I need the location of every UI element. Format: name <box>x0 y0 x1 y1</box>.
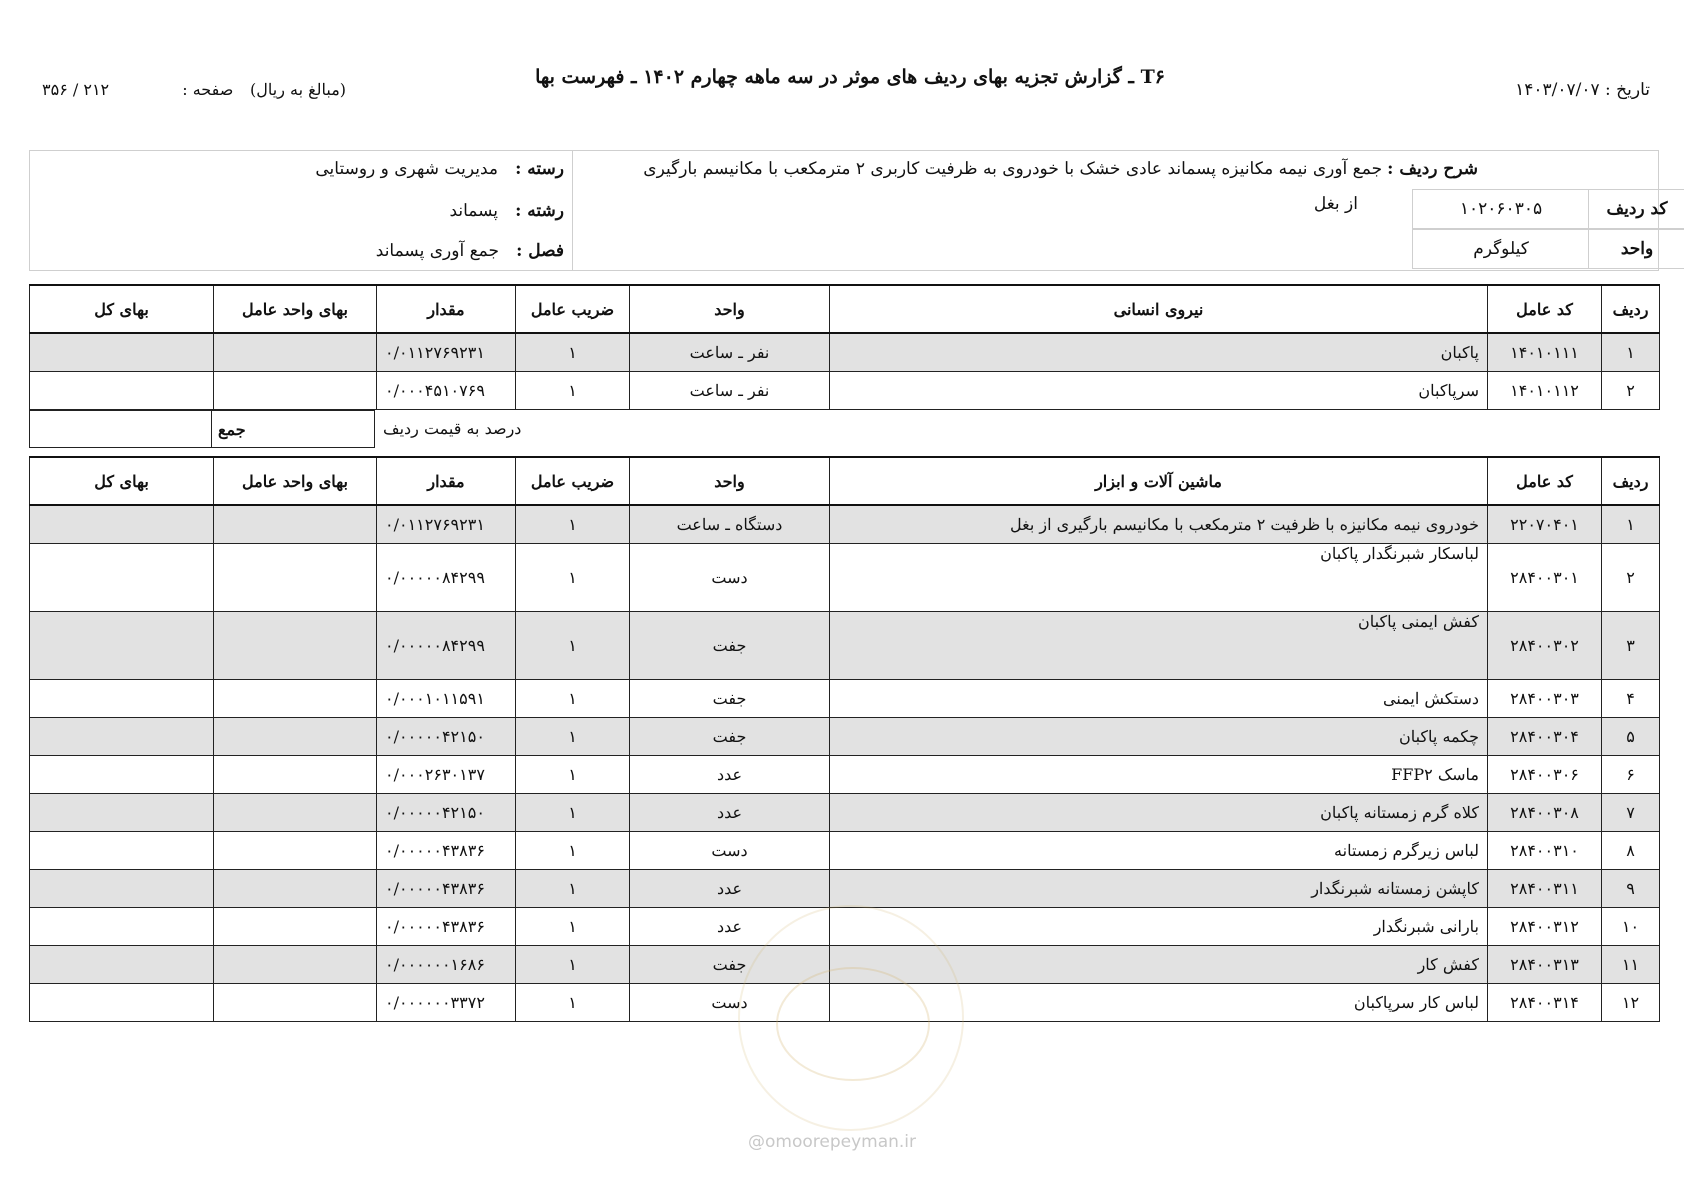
col-coef: ضریب عامل <box>516 285 630 333</box>
factor-qty: ۰/۰۰۰۰۰۸۴۲۹۹ <box>377 611 516 679</box>
table-row <box>30 505 1660 543</box>
col-unit-price: بهای واحد عامل <box>214 457 377 505</box>
table-row <box>30 831 1660 869</box>
factor-qty: ۰/۰۰۰۰۰۴۳۸۳۶ <box>377 907 516 945</box>
factor-name: کاپشن زمستانه شبرنگدار <box>830 869 1488 907</box>
factor-coef: ۱ <box>516 333 630 371</box>
factor-coef: ۱ <box>516 983 630 1021</box>
factor-coef: ۱ <box>516 717 630 755</box>
factor-unit-price <box>214 333 377 371</box>
factor-total <box>30 869 214 907</box>
col-unit: واحد <box>630 457 830 505</box>
chapter <box>376 241 564 261</box>
factor-total <box>30 831 214 869</box>
report-date <box>1515 80 1650 100</box>
category-value: مدیریت شهری و روستایی <box>315 159 498 179</box>
date-value: ۱۴۰۳/۰۷/۰۷ <box>1515 80 1600 100</box>
report-title: T۶ ـ گزارش تجزیه بهای ردیف های موثر در سه ماهه چهارم ۱۴۰۲ ـ فهرست بها <box>535 66 1165 88</box>
factor-qty: ۰/۰۰۰۱۰۱۱۵۹۱ <box>377 679 516 717</box>
factor-unit: عدد <box>630 793 830 831</box>
factor-total <box>30 945 214 983</box>
watermark-url: @omoorepeyman.ir <box>748 1132 917 1152</box>
factor-unit: نفر ـ ساعت <box>630 371 830 409</box>
factor-unit: دستگاه ـ ساعت <box>630 505 830 543</box>
factor-name: ماسک FFP۲ <box>830 755 1488 793</box>
factor-name: کفش ایمنی پاکبان <box>830 611 1488 679</box>
labor-summary-row <box>29 410 1659 448</box>
col-unit-price: بهای واحد عامل <box>214 285 377 333</box>
field-label: رشته : <box>515 201 564 221</box>
factor-code: ۲۲۰۷۰۴۰۱ <box>1488 505 1602 543</box>
item-info-box <box>29 150 1668 271</box>
factor-code: ۱۴۰۱۰۱۱۲ <box>1488 371 1602 409</box>
row-number: ۱ <box>1602 333 1660 371</box>
factor-coef: ۱ <box>516 371 630 409</box>
factor-unit: جفت <box>630 679 830 717</box>
row-number: ۳ <box>1602 611 1660 679</box>
col-total: بهای کل <box>30 457 214 505</box>
col-code: کد عامل <box>1488 457 1602 505</box>
amount-note: (مبالغ به ریال) <box>250 80 347 99</box>
col-qty: مقدار <box>377 285 516 333</box>
factor-code: ۲۸۴۰۰۳۰۴ <box>1488 717 1602 755</box>
factor-qty: ۰/۰۰۰۰۰۸۴۲۹۹ <box>377 543 516 611</box>
row-number: ۷ <box>1602 793 1660 831</box>
col-name: نیروی انسانی <box>830 285 1488 333</box>
category <box>315 159 564 179</box>
factor-unit-price <box>214 831 377 869</box>
factor-coef: ۱ <box>516 831 630 869</box>
factor-coef: ۱ <box>516 611 630 679</box>
table-row <box>30 679 1660 717</box>
factor-unit: جفت <box>630 717 830 755</box>
factor-qty: ۰/۰۰۰۰۰۴۲۱۵۰ <box>377 793 516 831</box>
row-number: ۹ <box>1602 869 1660 907</box>
description <box>643 159 1478 179</box>
factor-unit: دست <box>630 543 830 611</box>
factor-unit: دست <box>630 831 830 869</box>
factor-total <box>30 717 214 755</box>
factor-unit-price <box>214 505 377 543</box>
factor-coef: ۱ <box>516 679 630 717</box>
col-total: بهای کل <box>30 285 214 333</box>
factor-qty: ۰/۰۰۰۴۵۱۰۷۶۹ <box>377 371 516 409</box>
chapter-label: فصل : <box>516 241 564 261</box>
info-divider <box>572 151 573 270</box>
factor-total <box>30 611 214 679</box>
factor-unit-price <box>214 907 377 945</box>
factor-total <box>30 793 214 831</box>
row-number: ۱ <box>1602 505 1660 543</box>
factor-unit: نفر ـ ساعت <box>630 333 830 371</box>
factor-code: ۲۸۴۰۰۳۰۱ <box>1488 543 1602 611</box>
factor-coef: ۱ <box>516 869 630 907</box>
factor-unit: دست <box>630 983 830 1021</box>
factor-unit-price <box>214 543 377 611</box>
row-number: ۴ <box>1602 679 1660 717</box>
sum-label-cell <box>211 410 375 448</box>
percent-label: درصد به قیمت ردیف <box>383 419 522 438</box>
factor-unit: عدد <box>630 907 830 945</box>
factor-total <box>30 505 214 543</box>
factor-unit-price <box>214 793 377 831</box>
labor-header-row <box>30 285 1660 333</box>
factor-name: لباسکار شبرنگدار پاکبان <box>830 543 1488 611</box>
chapter-value: جمع آوری پسماند <box>375 241 499 261</box>
factor-name: سرپاکبان <box>830 371 1488 409</box>
col-code: کد عامل <box>1488 285 1602 333</box>
factor-unit-price <box>214 869 377 907</box>
table-row <box>30 793 1660 831</box>
col-coef: ضریب عامل <box>516 457 630 505</box>
sum-label: جمع <box>218 420 246 439</box>
factor-total <box>30 543 214 611</box>
factor-coef: ۱ <box>516 793 630 831</box>
factor-qty: ۰/۰۱۱۲۷۶۹۲۳۱ <box>377 333 516 371</box>
factor-name: کلاه گرم زمستانه پاکبان <box>830 793 1488 831</box>
factor-unit-price <box>214 755 377 793</box>
description-continuation: از بغل <box>1313 194 1358 214</box>
col-row: ردیف <box>1602 457 1660 505</box>
factor-unit-price <box>214 983 377 1021</box>
description-value: جمع آوری نیمه مکانیزه پسماند عادی خشک با خودروی به ظرفیت کاربری ۲ مترمکعب با مکانیسم بارگیری <box>643 159 1383 179</box>
col-name: ماشین آلات و ابزار <box>830 457 1488 505</box>
row-number: ۱۰ <box>1602 907 1660 945</box>
factor-name: دستکش ایمنی <box>830 679 1488 717</box>
factor-unit: عدد <box>630 755 830 793</box>
row-number: ۵ <box>1602 717 1660 755</box>
factor-total <box>30 755 214 793</box>
page-value: ۲۱۲ / ۳۵۶ <box>42 80 110 99</box>
factor-total <box>30 371 214 409</box>
factor-coef: ۱ <box>516 907 630 945</box>
row-number: ۲ <box>1602 543 1660 611</box>
factor-unit: جفت <box>630 611 830 679</box>
page-label: صفحه : <box>182 80 234 99</box>
factor-code: ۲۸۴۰۰۳۰۸ <box>1488 793 1602 831</box>
factor-name: لباس کار سرپاکبان <box>830 983 1488 1021</box>
factor-coef: ۱ <box>516 945 630 983</box>
table-row <box>30 543 1660 611</box>
factor-code: ۲۸۴۰۰۳۱۴ <box>1488 983 1602 1021</box>
col-qty: مقدار <box>377 457 516 505</box>
field <box>449 201 564 221</box>
table-row <box>30 717 1660 755</box>
factor-qty: ۰/۰۰۰۰۰۴۳۸۳۶ <box>377 831 516 869</box>
factor-code: ۲۸۴۰۰۳۱۰ <box>1488 831 1602 869</box>
factor-unit: عدد <box>630 869 830 907</box>
factor-unit-price <box>214 679 377 717</box>
factor-qty: ۰/۰۱۱۲۷۶۹۲۳۱ <box>377 505 516 543</box>
factor-total <box>30 983 214 1021</box>
page-number <box>34 80 233 99</box>
factor-total <box>30 907 214 945</box>
col-row: ردیف <box>1602 285 1660 333</box>
factor-qty: ۰/۰۰۰۰۰۴۳۸۳۶ <box>377 869 516 907</box>
factor-unit: جفت <box>630 945 830 983</box>
factor-qty: ۰/۰۰۰۰۰۰۱۶۸۶ <box>377 945 516 983</box>
item-unit-value: کیلوگرم <box>1473 239 1529 259</box>
factor-unit-price <box>214 945 377 983</box>
factor-qty: ۰/۰۰۰۰۰۴۲۱۵۰ <box>377 717 516 755</box>
row-number: ۱۲ <box>1602 983 1660 1021</box>
factor-unit-price <box>214 611 377 679</box>
row-number: ۲ <box>1602 371 1660 409</box>
item-unit-box <box>1412 229 1684 269</box>
date-label: تاریخ : <box>1605 80 1650 100</box>
factor-name: پاکبان <box>830 333 1488 371</box>
watermark-gear-icon <box>776 967 930 1081</box>
row-number: ۱۱ <box>1602 945 1660 983</box>
factor-name: چکمه پاکبان <box>830 717 1488 755</box>
factor-coef: ۱ <box>516 543 630 611</box>
factor-unit-price <box>214 717 377 755</box>
description-label: شرح ردیف : <box>1387 159 1478 179</box>
factor-qty: ۰/۰۰۰۲۶۳۰۱۳۷ <box>377 755 516 793</box>
factor-coef: ۱ <box>516 755 630 793</box>
machinery-header-row <box>30 457 1660 505</box>
category-label: رسته : <box>515 159 564 179</box>
factor-unit-price <box>214 371 377 409</box>
item-code-value: ۱۰۲۰۶۰۳۰۵ <box>1459 199 1543 219</box>
factor-code: ۲۸۴۰۰۳۱۲ <box>1488 907 1602 945</box>
table-row <box>30 869 1660 907</box>
labor-table <box>29 284 1660 410</box>
row-number: ۶ <box>1602 755 1660 793</box>
factor-coef: ۱ <box>516 505 630 543</box>
table-row <box>30 333 1660 371</box>
item-unit-label: واحد <box>1588 230 1684 268</box>
factor-name: لباس زیرگرم زمستانه <box>830 831 1488 869</box>
item-code-box <box>1412 189 1684 229</box>
factor-total <box>30 333 214 371</box>
field-value: پسماند <box>449 201 498 221</box>
item-code-label: کد ردیف <box>1588 190 1684 228</box>
col-unit: واحد <box>630 285 830 333</box>
factor-name: کفش کار <box>830 945 1488 983</box>
factor-code: ۲۸۴۰۰۳۰۳ <box>1488 679 1602 717</box>
factor-code: ۲۸۴۰۰۳۰۲ <box>1488 611 1602 679</box>
row-number: ۸ <box>1602 831 1660 869</box>
table-row <box>30 755 1660 793</box>
factor-code: ۲۸۴۰۰۳۱۱ <box>1488 869 1602 907</box>
table-row <box>30 371 1660 409</box>
watermark-seal-icon <box>738 905 964 1131</box>
factor-code: ۲۸۴۰۰۳۰۶ <box>1488 755 1602 793</box>
factor-name: بارانی شبرنگدار <box>830 907 1488 945</box>
factor-code: ۱۴۰۱۰۱۱۱ <box>1488 333 1602 371</box>
factor-qty: ۰/۰۰۰۰۰۰۳۳۷۲ <box>377 983 516 1021</box>
table-row <box>30 611 1660 679</box>
factor-total <box>30 679 214 717</box>
factor-name: خودروی نیمه مکانیزه با ظرفیت ۲ مترمکعب با مکانیسم بارگیری از بغل <box>830 505 1488 543</box>
factor-code: ۲۸۴۰۰۳۱۳ <box>1488 945 1602 983</box>
sum-total-cell <box>29 410 212 448</box>
